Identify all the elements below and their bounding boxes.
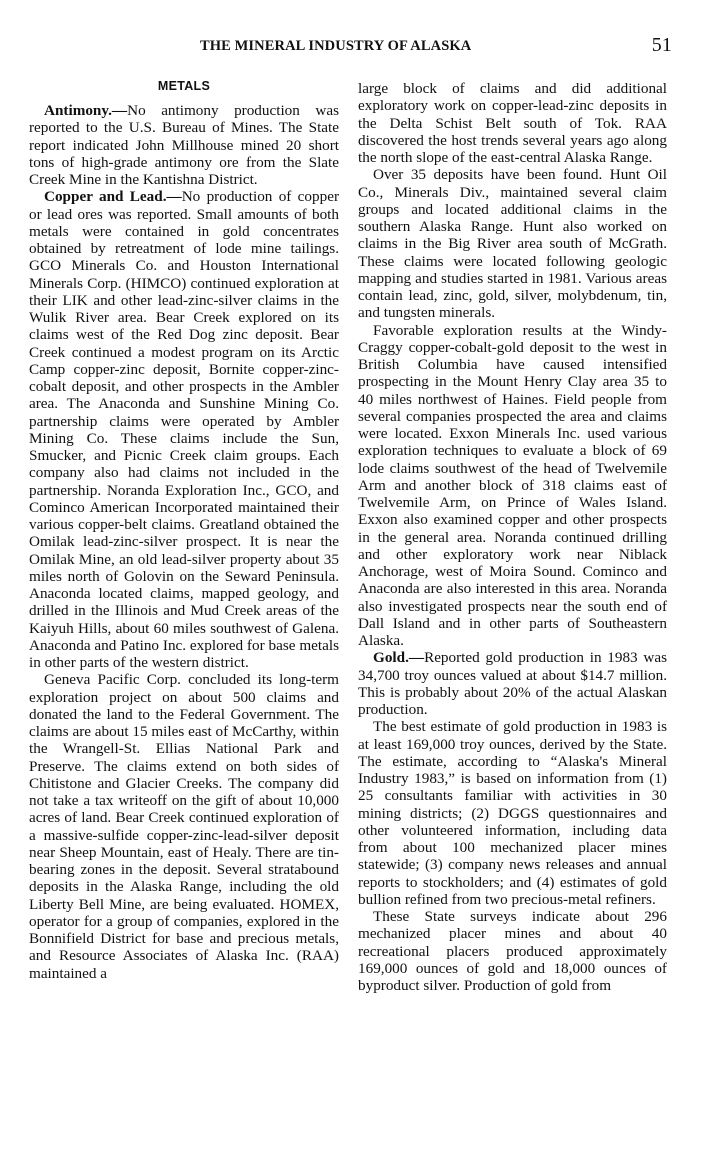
right-column bbox=[358, 80, 667, 994]
running-header bbox=[200, 34, 672, 56]
paragraph-gold-estimate bbox=[358, 718, 667, 908]
paragraph-geneva-pacific bbox=[29, 671, 339, 982]
paragraph-text: The best estimate of gold production in 1983 is at least 169,000 troy ounces, derived by the State. The estimate, according to “Alaska's Mineral Industry 1983,” is based on information from (1) 25 consultants familiar with activities in 30 mining districts; (2) DGGS questionnaires and other volunteered information, including data from about 100 mechanized placer mines statewide; (3) company news releases and annual reports to stockholders; and (4) estimates of gold bullion refined from two precious-metal refiners. bbox=[358, 718, 667, 908]
page-number: 51 bbox=[651, 34, 672, 56]
paragraph-text: No antimony production was reported to the U.S. Bureau of Mines. The State report indicated John Millhouse mined 20 short tons of high-grade antimony ore from the Slate Creek Mine in the Kantishna District. bbox=[29, 102, 339, 188]
paragraph-text: Reported gold production in 1983 was 34,700 troy ounces valued at about $14.7 million. This is probably about 20% of the actual Alaskan production. bbox=[358, 649, 667, 718]
runin-heading: Gold.— bbox=[373, 649, 425, 667]
paragraph-windy-craggy bbox=[358, 322, 667, 650]
paragraph-copper-lead bbox=[29, 188, 339, 671]
paragraph-text: No production of copper or lead ores was reported. Small amounts of both metals were contained in gold concentrates obtained by retreatment of lode mine tailings. GCO Minerals Co. and Houston International Minerals Corp. (HIMCO) continued exploration at their LIK and other lead-zinc-silver claims in the Wulik River area. Bear Creek explored on its claims west of the Red Dog zinc deposit. Bear Creek continued a modest program on its Arctic Camp copper-zinc deposit, Bornite copper-zinc-cobalt deposit, and other prospects in the Ambler area. The Anaconda and Sunshine Mining Co. partnership claims were operated by Ambler Mining Co. These claims include the Sun, Smucker, and Picnic Creek claim groups. Each company also had claims not included in the partnership. Noranda Exploration Inc., GCO, and Cominco American Incorporated maintained their various copper-belt claims. Greatland obtained the Omilak lead-zinc-silver prospect. It is near the Omilak Mine, an old lead-silver property about 35 miles north of Golovin on the Seward Peninsula. Anaconda located claims, mapped geology, and drilled in the Illinois and Mud Creek areas of the Kaiyuh Hills, about 60 miles southwest of Galena. Anaconda and Patino Inc. explored for base metals in other parts of the western district. bbox=[29, 188, 340, 671]
paragraph-state-surveys bbox=[358, 908, 667, 994]
section-title: METALS bbox=[157, 79, 211, 93]
paragraph-deposits bbox=[358, 166, 667, 321]
paragraph-continued bbox=[358, 80, 667, 166]
paragraph-antimony bbox=[29, 102, 339, 188]
paragraph-text: large block of claims and did additional exploratory work on copper-lead-zinc deposits in the Delta Schist Belt south of Tok. RAA discovered the host trends several years ago along the north slope of the east-central Alaska Range. bbox=[358, 80, 667, 166]
running-title: THE MINERAL INDUSTRY OF ALASKA bbox=[200, 38, 472, 54]
paragraph-gold bbox=[358, 649, 667, 718]
runin-heading: Copper and Lead.— bbox=[44, 188, 182, 206]
runin-heading: Antimony.— bbox=[44, 102, 128, 119]
paragraph-text: Favorable exploration results at the Windy-Craggy copper-cobalt-gold deposit to the west in British Columbia have caused intensified prospecting in the Mount Henry Clay area 35 to 40 miles northwest of Haines. Field people from several companies prospected the area and claims were located. Exxon Minerals Inc. used various exploration techniques to evaluate a block of 69 lode claims southwest of the head of Twelvemile Arm and another block of 318 claims east of Twelvemile Arm, on Prince of Wales Island. Exxon also examined copper and other prospects in the general area. Noranda continued drilling and other exploratory work near Niblack Anchorage, west of Moira Sound. Cominco and Anaconda are also interested in this area. Noranda also investigated prospects near the south end of Dall Island and in other parts of Southeastern Alaska. bbox=[358, 321, 667, 649]
paragraph-text: Geneva Pacific Corp. concluded its long-term exploration project on about 500 claims and donated the land to the Federal Government. The claims are about 15 miles east of McCarthy, within the Wrangell-St. Ellias National Park and Preserve. The claims extend on both sides of Chitistone and Glacier Creeks. The company did not take a tax writeoff on the gift of about 10,000 acres of land. Bear Creek continued exploration of a massive-sulfide copper-zinc-lead-silver deposit near Sheep Mountain, east of Healy. There are tin-bearing zones in the deposit. Several stratabound deposits in the Alaska Range, including the old Liberty Bell Mine, are being evaluated. HOMEX, operator for a group of companies, explored in the Bonnifield District for base and precious metals, and Resource Associates of Alaska Inc. (RAA) maintained a bbox=[29, 671, 339, 982]
left-column bbox=[29, 78, 339, 982]
paragraph-text: Over 35 deposits have been found. Hunt Oil Co., Minerals Div., maintained several claim groups and located additional claims in the southern Alaska Range. Hunt also worked on claims in the Big River area south of McGrath. These claims were located following geologic mapping and studies started in 1981. Various areas contain lead, zinc, gold, silver, molybdenum, tin, and tungsten minerals. bbox=[358, 166, 667, 322]
paragraph-text: These State surveys indicate about 296 mechanized placer mines and about 40 recreational placers produced approximately 169,000 ounces of gold and 18,000 ounces of byproduct silver. Production of gold from bbox=[358, 908, 667, 994]
